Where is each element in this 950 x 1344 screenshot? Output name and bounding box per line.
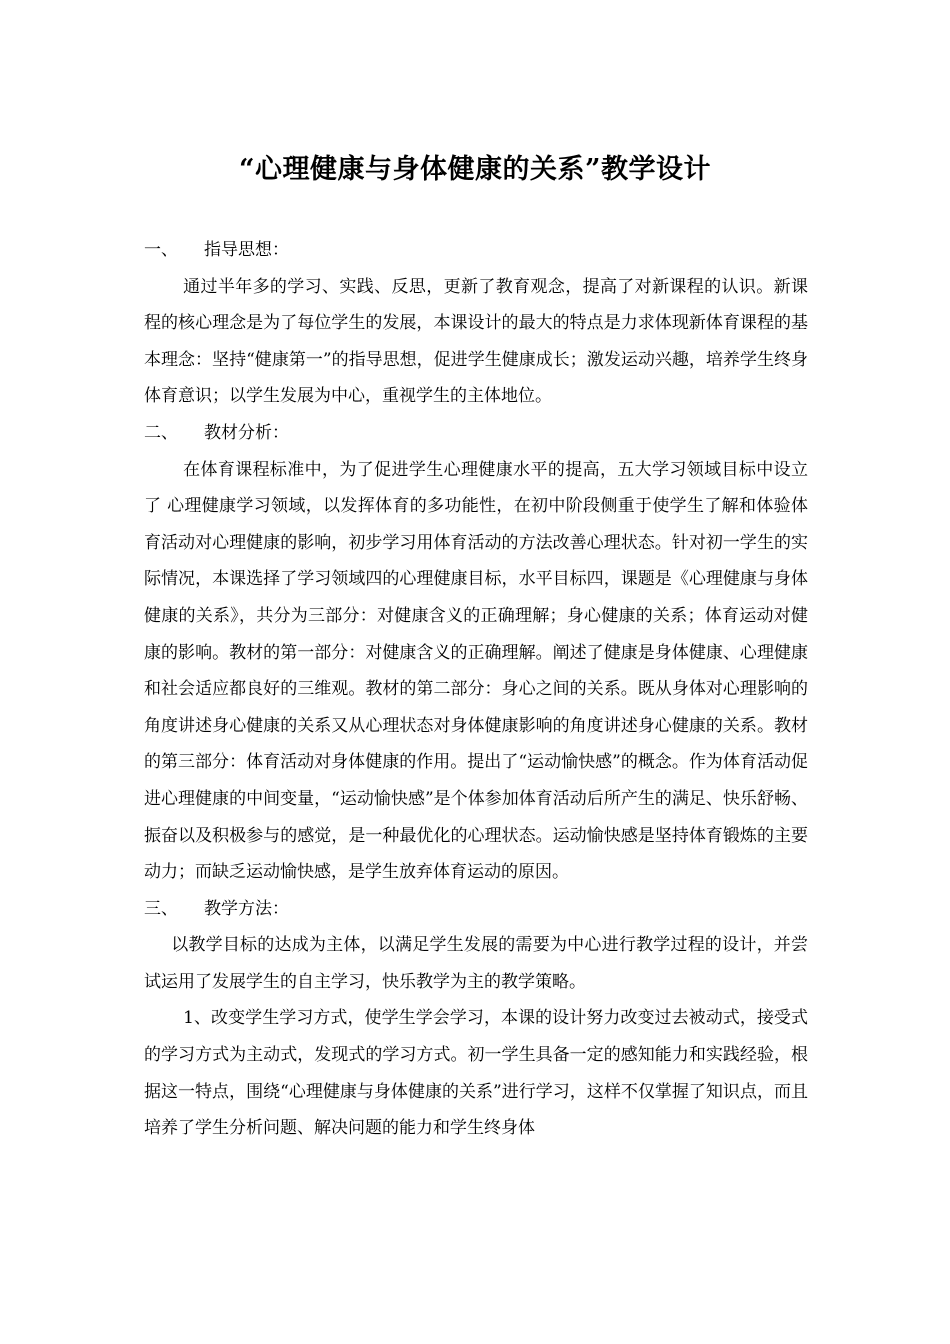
section-number: 二、 [144, 422, 178, 443]
paragraph-guiding-thought: 通过半年多的学习、实践、反思，更新了教育观念，提高了对新课程的认识。新课程的核心理念是为了每位学生的发展，本课设计的最大的特点是力求体现新体育课程的基本理念：坚持“健康第一”的指导思想，促进学生健康成长；激发运动兴趣，培养学生终身体育意识；以学生发展为中心，重视学生的主体地位。 [144, 276, 808, 407]
paragraph-teaching-method-intro: 以教学目标的达成为主体，以满足学生发展的需要为中心进行教学过程的设计，并尝试运用了发展学生的自主学习，快乐教学为主的教学策略。 [144, 935, 808, 992]
document-title: “心理健康与身体健康的关系”教学设计 [238, 154, 712, 185]
section-title: 指导思想： [204, 240, 289, 260]
section-number: 三、 [144, 898, 178, 919]
document-body [144, 232, 808, 1147]
section-heading-teaching-method [144, 891, 808, 928]
section-title: 教材分析： [204, 422, 289, 443]
section-heading-material-analysis [144, 415, 808, 452]
paragraph-material-analysis: 在体育课程标准中，为了促进学生心理健康水平的提高，五大学习领域目标中设立了 心理健康学习领域，以发挥体育的多功能性，在初中阶段侧重于使学生了解和体验体育活动对心理健康的影响，初步学习用体育活动的方法改善心理状态。针对初一学生的实际情况，本课选择了学习领域四的心理健康目标，水平目标四，课题是《心理健康与身体健康的关系》，共分为三部分：对健康含义的正确理解；身心健康的关系；体育运动对健康的影响。教材的第一部分：对健康含义的正确理解。阐述了健康是身体健康、心理健康和社会适应都良好的三维观。教材的第二部分：身心之间的关系。既从身体对心理影响的角度讲述身心健康的关系又从心理状态对身体健康影响的角度讲述身心健康的关系。教材的第三部分：体育活动对身体健康的作用。提出了“运动愉快感”的概念。作为体育活动促进心理健康的中间变量，“运动愉快感”是个体参加体育活动后所产生的满足、快乐舒畅、振奋以及积极参与的感觉，是一种最优化的心理状态。运动愉快感是坚持体育锻炼的主要动力；而缺乏运动愉快感，是学生放弃体育运动的原因。 [144, 459, 808, 883]
section-heading-guiding-thought [144, 232, 808, 269]
paragraph-teaching-method-point-1: 1、改变学生学习方式，使学生学会学习，本课的设计努力改变过去被动式，接受式的学习方式为主动式，发现式的学习方式。初一学生具备一定的感知能力和实践经验，根据这一特点，围绕“心理健康与身体健康的关系”进行学习，这样不仅掌握了知识点，而且培养了学生分析问题、解决问题的能力和学生终身体 [144, 1008, 808, 1139]
section-number: 一、 [144, 240, 178, 260]
section-title: 教学方法： [204, 898, 289, 919]
